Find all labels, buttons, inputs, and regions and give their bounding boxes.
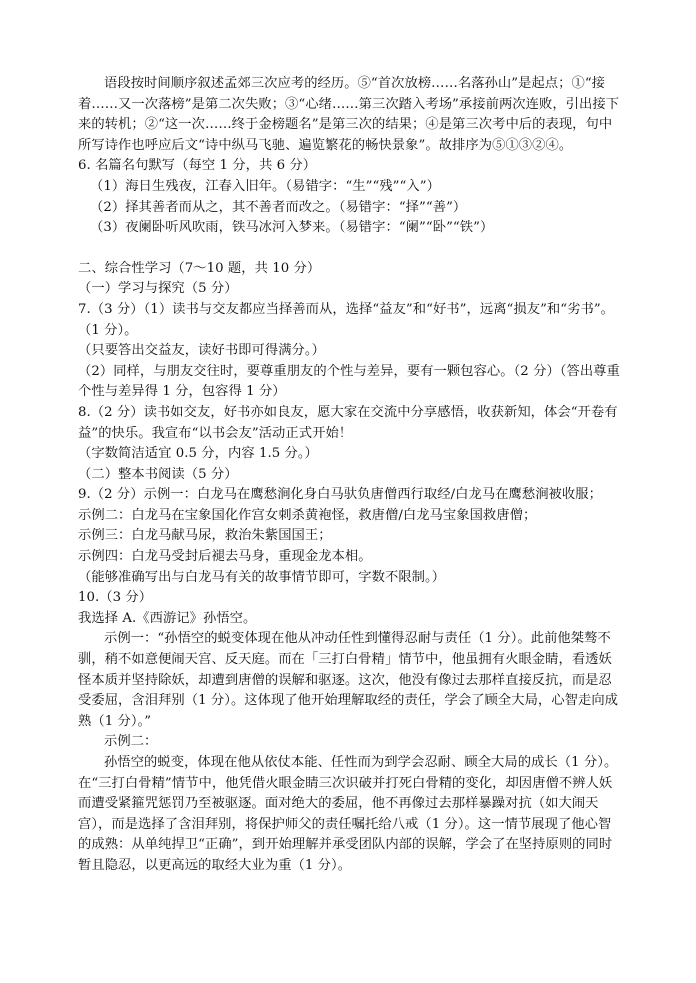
section2-title: 二、综合性学习（7～10 题，共 10 分） bbox=[78, 260, 321, 276]
q10-example-1: 示例一：“孙悟空的蜕变体现在他从冲动任性到懂得忍耐与责任（1 分）。此前他桀骜不驯，稍不如意便闹天宫、反天庭。而在「三打白骨精」情节中，他虽拥有火眼金睛，看透妖怪本质并坚持除妖，却遭到唐僧的误解和驱逐。这次，他没有像过去那样直接反抗，而是忍受委屈，含泪拜别（1 分）。这体现了他开始理解取经的责任，学会了顾全大局，心智走向成熟（1 分）。” bbox=[78, 631, 619, 729]
q6-line-1: （1）海日生残夜，江春入旧年。（易错字：“生”“残”“入”） bbox=[90, 178, 440, 194]
q6-line-2: （2）择其善者而从之，其不善者而改之。（易错字：“择”“善”） bbox=[90, 199, 467, 215]
part1-title: （一）学习与探究（5 分） bbox=[78, 281, 238, 297]
intro-paragraph: 语段按时间顺序叙述孟郊三次应考的经历。⑤“首次放榜……名落孙山”是起点；①“接着……又一次落榜”是第二次失败；③“心绪……第三次踏入考场”承接前两次连败，引出接下来的转机；②“这一次……终于金榜题名”是第三次的结果；④是第三次考中后的表现，句中所写诗作也呼应后文“诗中纵马飞驰、遍览繁花的畅快景象”。故排序为⑤①③②④。 bbox=[78, 76, 620, 153]
q10-choice: 我选择 A.《西游记》孙悟空。 bbox=[78, 610, 257, 626]
q7-answer-2: （2）同样，与朋友交往时，要尊重朋友的个性与差异，要有一颗包容心。（2 分）（答出尊重个性与差异得 1 分，包容得 1 分） bbox=[78, 363, 620, 400]
q9-example-2: 示例二：白龙马在宝象国化作宫女刺杀黄袍怪，救唐僧/白龙马宝象国救唐僧； bbox=[78, 507, 537, 523]
q10-title: 10.（3 分） bbox=[78, 590, 153, 606]
q9-note: （能够准确写出与白龙马有关的故事情节即可，字数不限制。） bbox=[78, 569, 446, 585]
spacer bbox=[78, 239, 622, 259]
q7-note: （只要答出交益友，读好书即可得满分。） bbox=[78, 343, 325, 359]
answer-page bbox=[78, 74, 622, 877]
q8-answer: 8.（2 分）读书如交友，好书亦如良友，愿大家在交流中分享感悟，收获新知，体会“开卷有益”的快乐。我宣布“以书会友”活动正式开始！ bbox=[78, 404, 618, 441]
q6-line-3: （3）夜阑卧听风吹雨，铁马冰河入梦来。（易错字：“阑”“卧”“铁”） bbox=[90, 220, 494, 236]
q10-example-2: 孙悟空的蜕变，体现在他从依仗本能、任性而为到学会忍耐、顾全大局的成长（1 分）。在“三打白骨精”情节中，他凭借火眼金睛三次识破并打死白骨精的变化，却因唐僧不辨人妖而遭受紧箍咒惩罚乃至被驱逐。面对绝大的委屈，他不再像过去那样暴躁对抗（如大闹天宫），而是选择了含泪拜别，将保护师父的责任嘱托给八戒（1 分）。这一情节展现了他心智的成熟：从单纯捍卫“正确”，到开始理解并承受团队内部的误解，学会了在坚持原则的同时暂且隐忍，以更高远的取经大业为重（1 分）。 bbox=[78, 755, 618, 873]
q6-title: 6. 名篇名句默写（每空 1 分，共 6 分） bbox=[78, 158, 317, 174]
q7-answer-1: 7.（3 分）（1）读书与交友都应当择善而从，选择“益友”和“好书”，远离“损友”和“劣书”。（1 分）。 bbox=[78, 301, 615, 338]
q10-example-2-label: 示例二： bbox=[104, 734, 158, 750]
q9-example-4: 示例四：白龙马受封后褪去马身，重现金龙本相。 bbox=[78, 549, 372, 565]
q9-example-3: 示例三：白龙马献马尿，救治朱紫国国王； bbox=[78, 528, 332, 544]
q9-example-1: 9.（2 分）示例一：白龙马在鹰愁涧化身白马驮负唐僧西行取经/白龙马在鹰愁涧被收服； bbox=[78, 487, 602, 503]
part2-title: （二）整本书阅读（5 分） bbox=[78, 466, 238, 482]
q8-note: （字数简洁适宜 0.5 分，内容 1.5 分。） bbox=[78, 446, 318, 462]
